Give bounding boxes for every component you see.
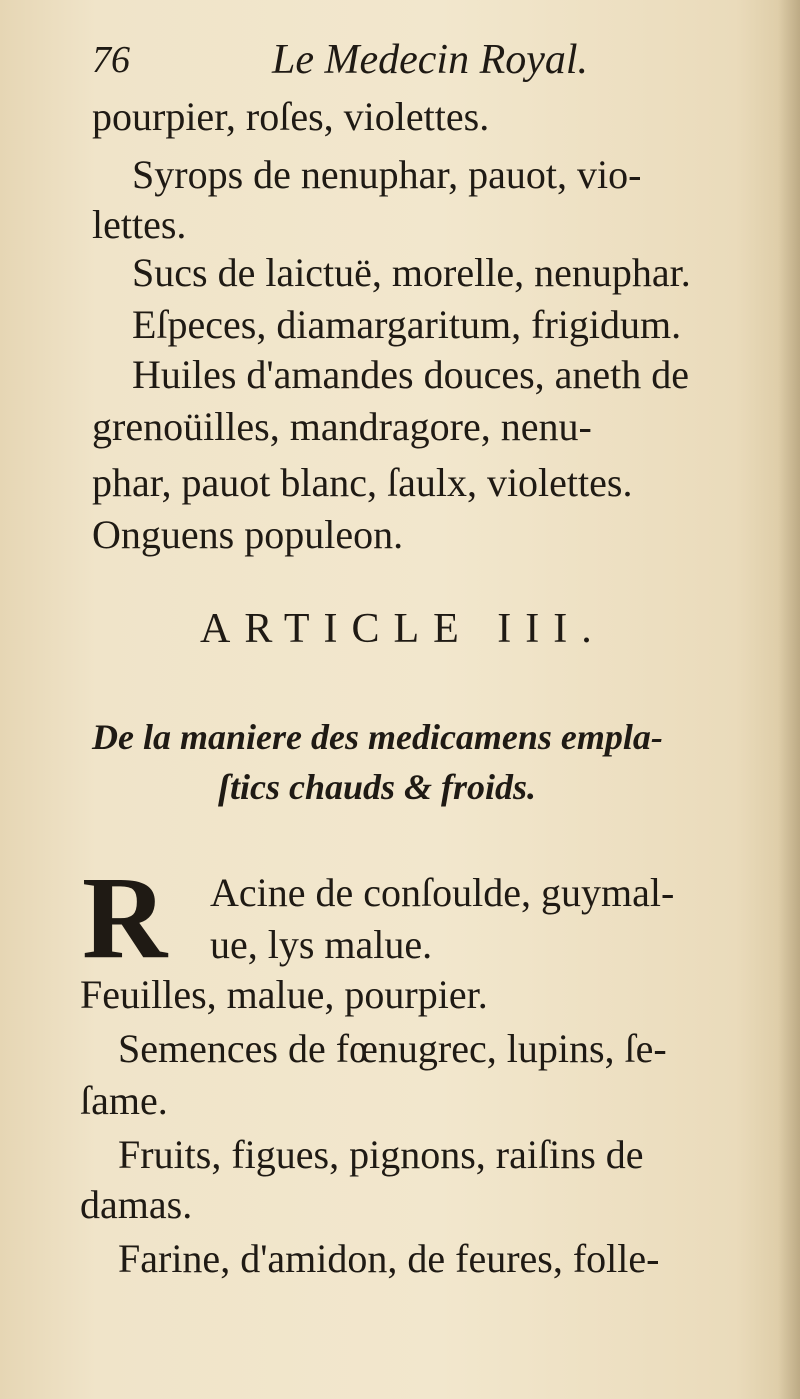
running-title: Le Medecin Royal.: [272, 37, 589, 83]
article-heading: ARTICLE III.: [200, 606, 606, 652]
text-line: Farine, d'amidon, de feures, folle-: [118, 1236, 660, 1281]
text-line: ue, lys malue.: [210, 922, 433, 967]
page-number: 76: [92, 39, 130, 81]
text-line: Syrops de nenuphar, pauot, vio-: [132, 152, 642, 197]
text-line: Onguens populeon.: [92, 512, 404, 557]
text-line: ſame.: [80, 1078, 168, 1123]
text-line: lettes.: [92, 202, 187, 247]
text-line: Feuilles, malue, pourpier.: [80, 972, 488, 1017]
article-subtitle-line: ſtics chauds & froids.: [218, 767, 537, 807]
text-line: grenoüilles, mandragore, nenu-: [92, 404, 592, 449]
text-line: Eſpeces, diamargaritum, frigidum.: [132, 302, 682, 347]
text-line: damas.: [80, 1182, 193, 1227]
text-line: Fruits, figues, pignons, raiſins de: [118, 1132, 644, 1177]
text-line: pourpier, roſes, violettes.: [92, 94, 490, 139]
text-line: phar, pauot blanc, ſaulx, violettes.: [92, 460, 633, 505]
text-line: Semences de fœnugrec, lupins, ſe-: [118, 1026, 667, 1071]
page-edge-shadow: [778, 0, 800, 1399]
article-subtitle-line: De la maniere des medicamens empla-: [92, 717, 663, 757]
drop-cap: R: [82, 852, 168, 983]
text-line: Sucs de laictuë, morelle, nenuphar.: [132, 250, 691, 295]
text-line: Huiles d'amandes douces, aneth de: [132, 352, 690, 397]
text-line: Acine de conſoulde, guymal-: [210, 870, 675, 915]
